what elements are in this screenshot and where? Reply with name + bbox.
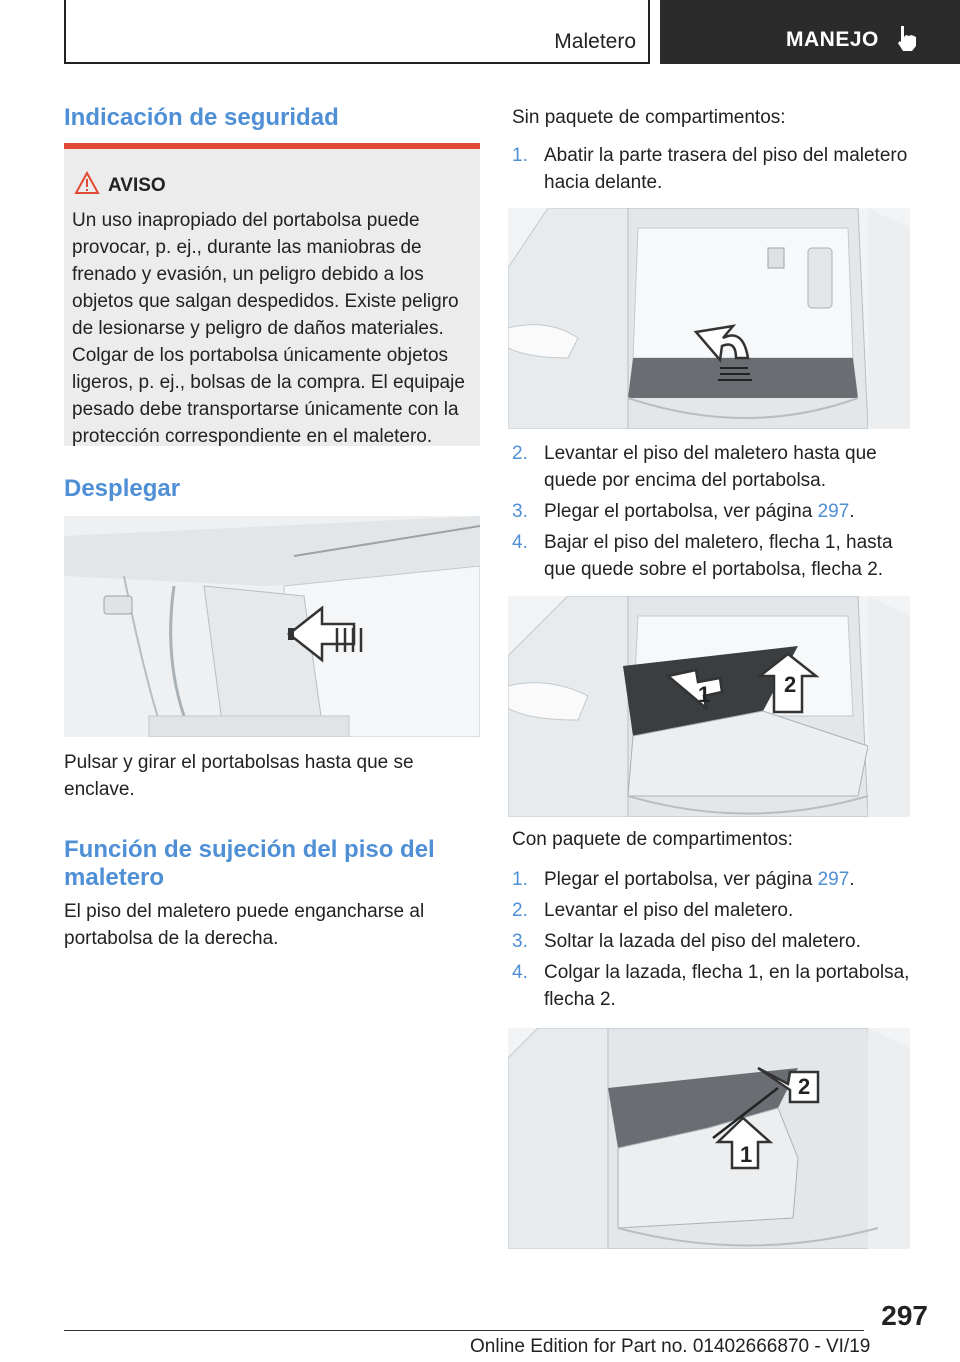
list-item xyxy=(512,928,928,955)
list-item xyxy=(512,529,928,583)
list-item xyxy=(512,897,928,924)
footer-divider xyxy=(64,1330,864,1331)
step-text: Abatir la parte trasera del piso del maletero hacia delante. xyxy=(544,145,908,193)
footer-edition: Online Edition for Part no. 01402666870 - VI/19 xyxy=(470,1336,871,1357)
step-text-end: . xyxy=(849,869,855,890)
step-number: 3. xyxy=(512,931,528,952)
step-number: 1. xyxy=(512,145,528,166)
with-pack-intro: Con paquete de compartimentos: xyxy=(512,829,793,850)
page-number: 297 xyxy=(881,1300,928,1331)
without-pack-steps-b xyxy=(512,440,928,587)
figure-label-one: 1 xyxy=(740,1142,753,1167)
steering-hand-icon xyxy=(895,24,919,52)
step-number: 2. xyxy=(512,900,528,921)
warning-triangle-icon xyxy=(74,171,100,195)
list-item xyxy=(512,440,928,494)
header-chapter-title: MANEJO xyxy=(786,28,879,51)
floor-text: El piso del maletero puede engancharse al portabolsa de la derecha. xyxy=(64,901,425,949)
deploy-heading: Desplegar xyxy=(64,475,181,502)
figure-fold-floor xyxy=(508,208,910,429)
warning-text: Un uso inapropiado del portabolsa puede provocar, p. ej., durante las maniobras de frenado y evasión, un peligro debido a los objetos que salgan despedidos. Existe peligro de lesionarse y peligro de daños materiales. Colgar de los portabolsa únicamente objetos ligeros, p. ej., bolsas de la compra. El equipaje pesado debe transportarse únicamente con la protección correspondiente en el maletero. xyxy=(72,210,465,447)
step-number: 2. xyxy=(512,443,528,464)
step-number: 4. xyxy=(512,962,528,983)
step-text: Soltar la lazada del piso del maletero. xyxy=(544,931,861,952)
list-item xyxy=(512,142,928,196)
step-text: Levantar el piso del maletero. xyxy=(544,900,794,921)
step-text: Colgar la lazada, flecha 1, en la portabolsa, flecha 2. xyxy=(544,962,910,1010)
page-link[interactable]: 297 xyxy=(817,869,850,890)
figure-label-two: 2 xyxy=(784,672,797,697)
figure-bag-hook xyxy=(64,516,480,737)
figure-label-two: 2 xyxy=(798,1074,811,1099)
warning-box xyxy=(64,143,480,446)
step-number: 1. xyxy=(512,869,528,890)
without-pack-steps-a xyxy=(512,142,928,200)
step-text: Plegar el portabolsa, ver página xyxy=(544,501,818,522)
list-item xyxy=(512,498,928,525)
list-item xyxy=(512,866,928,893)
list-item xyxy=(512,959,928,1013)
step-number: 4. xyxy=(512,532,528,553)
step-text: Levantar el piso del maletero hasta que quede por encima del portabolsa. xyxy=(544,443,877,491)
header-chapter-tab xyxy=(660,0,960,64)
step-text-end: . xyxy=(849,501,855,522)
without-pack-intro: Sin paquete de compartimentos: xyxy=(512,107,786,128)
warning-title: AVISO xyxy=(108,175,166,196)
figure-lower-floor xyxy=(508,596,910,817)
figure-label-one: 1 xyxy=(698,682,711,707)
floor-heading: Función de sujeción del piso del maletero xyxy=(64,836,435,891)
header-section-title: Maletero xyxy=(554,30,636,53)
deploy-caption: Pulsar y girar el portabolsas hasta que se enclave. xyxy=(64,752,414,800)
page-link[interactable]: 297 xyxy=(817,501,850,522)
figure-hang-loop xyxy=(508,1028,910,1249)
step-text: Plegar el portabolsa, ver página xyxy=(544,869,818,890)
step-text: Bajar el piso del maletero, flecha 1, hasta que quede sobre el portabolsa, flecha 2. xyxy=(544,532,893,580)
step-number: 3. xyxy=(512,501,528,522)
header-section-tab xyxy=(64,0,650,64)
safety-heading: Indicación de seguridad xyxy=(64,104,339,131)
with-pack-steps xyxy=(512,866,928,1017)
